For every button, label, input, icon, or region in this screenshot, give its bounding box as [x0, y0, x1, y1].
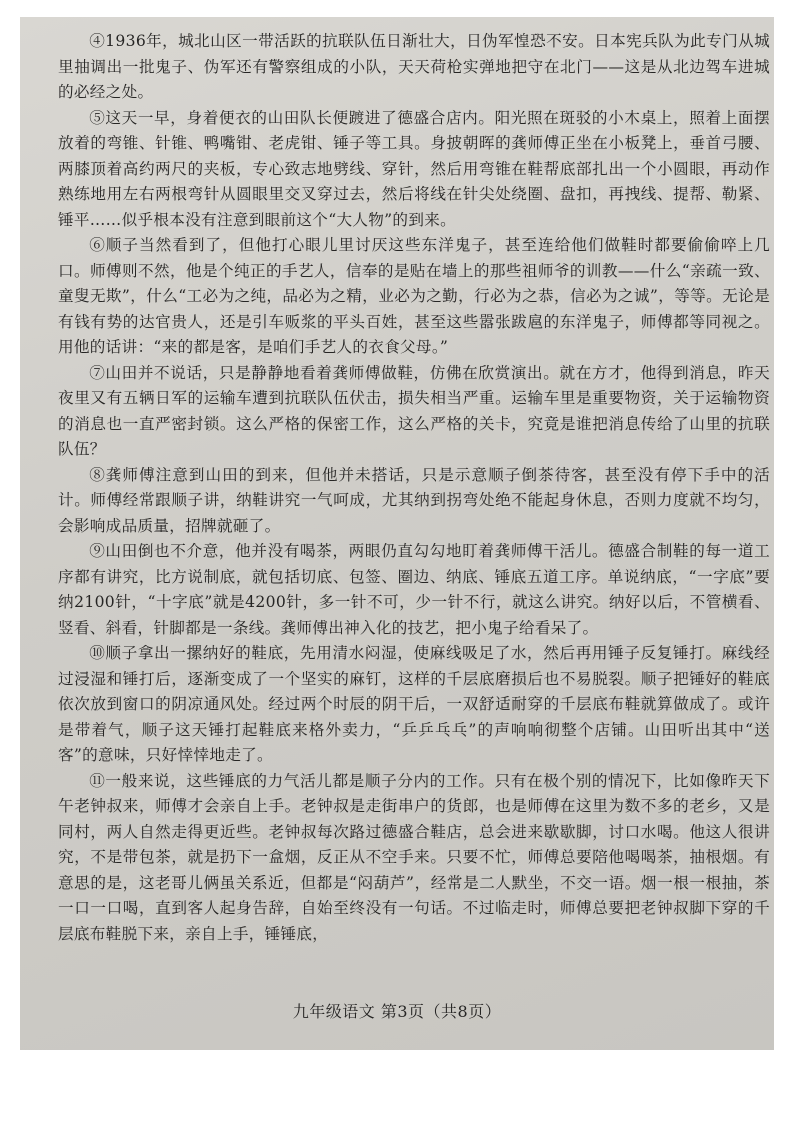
paragraph-9: ⑨山田倒也不介意，他并没有喝茶，两眼仍直勾勾地盯着龚师傅干活儿。德盛合制鞋的每一道工序都有讲究，比方说制底，就包括切底、包签、圈边、纳底、锤底五道工序。单说纳底，“一字底”要纳2100针，“十字底”就是4200针，多一针不可，少一针不行，就这么讲究。纳好以后，不管横看、竖看、斜看，针脚都是一条线。龚师傅出神入化的技艺，把小鬼子给看呆了。: [58, 542, 770, 637]
page-footer: 九年级语文 第3页（共8页）: [292, 1002, 502, 1021]
article-body: [58, 29, 770, 947]
paragraph-4: ④1936年，城北山区一带活跃的抗联队伍日渐壮大，日伪军惶恐不安。日本宪兵队为此专门从城里抽调出一批鬼子、伪军还有警察组成的小队，天天荷枪实弹地把守在北门——这是从北边驾车进城的必经之处。: [58, 32, 770, 101]
paragraph-7: ⑦山田并不说话，只是静静地看着龚师傅做鞋，仿佛在欣赏演出。就在方才，他得到消息，昨天夜里又有五辆日军的运输车遭到抗联队伍伏击，损失相当严重。运输车里是重要物资，关于运输物资的消息也一直严密封锁。这么严格的保密工作，这么严格的关卡，究竟是谁把消息传给了山里的抗联队伍？: [58, 363, 770, 458]
paragraph-6: ⑥顺子当然看到了，但他打心眼儿里讨厌这些东洋鬼子，甚至连给他们做鞋时都要偷偷啐上几口。师傅则不然，他是个纯正的手艺人，信奉的是贴在墙上的那些祖师爷的训教——什么“亲疏一致、童叟无欺”，什么“工必为之纯，品必为之精，业必为之勤，行必为之恭，信必为之诚”，等等。无论是有钱有势的达官贵人，还是引车贩浆的平头百姓，甚至这些嚣张跋扈的东洋鬼子，师傅都等同视之。用他的话讲：“来的都是客，是咱们手艺人的衣食父母。”: [58, 236, 770, 356]
paragraph-10: ⑩顺子拿出一摞纳好的鞋底，先用清水闷湿，使麻线吸足了水，然后再用锤子反复锤打。麻线经过浸湿和锤打后，逐渐变成了一个坚实的麻钉，这样的千层底磨损后也不易脱裂。顺子把锤好的鞋底依次放到窗口的阴凉通风处。经过两个时辰的阴干后，一双舒适耐穿的千层底布鞋就算做成了。或许是带着气，顺子这天锤打起鞋底来格外卖力，“乒乒乓乓”的声响响彻整个店铺。山田听出其中“送客”的意味，只好悻悻地走了。: [58, 644, 770, 764]
exam-page-photo: [20, 17, 774, 1050]
paragraph-5: ⑤这天一早，身着便衣的山田队长便踱进了德盛合店内。阳光照在斑驳的小木桌上，照着上面摆放着的弯锥、针锥、鸭嘴钳、老虎钳、锤子等工具。身披朝晖的龚师傅正坐在小板凳上，垂首弓腰、两膝顶着高约两尺的夹板，专心致志地劈线、穿针，然后用弯锥在鞋帮底部扎出一个小圆眼，再动作熟练地用左右两根弯针从圆眼里交叉穿过去，然后将线在针尖处绕圈、盘扣，再拽线、提帮、勒紧、锤平……似乎根本没有注意到眼前这个“大人物”的到来。: [58, 108, 770, 229]
paragraph-11: ⑪一般来说，这些锤底的力气活儿都是顺子分内的工作。只有在极个别的情况下，比如像昨天下午老钟叔来，师傅才会亲自上手。老钟叔是走街串户的货郎，也是师傅在这里为数不多的老乡，又是同村，两人自然走得更近些。老钟叔每次路过德盛合鞋店，总会进来歇歇脚，讨口水喝。他这人很讲究，不是带包茶，就是扔下一盒烟，反正从不空手来。只要不忙，师傅总要陪他喝喝茶，抽根烟。有意思的是，这老哥儿俩虽关系近，但都是“闷葫芦”，经常是二人默坐，不交一语。烟一根一根抽，茶一口一口喝，直到客人起身告辞，自始至终没有一句话。不过临走时，师傅总要把老钟叔脚下穿的千层底布鞋脱下来，亲自上手，锤锤底，: [58, 771, 770, 943]
paragraph-8: ⑧龚师傅注意到山田的到来，但他并未搭话，只是示意顺子倒茶待客，甚至没有停下手中的活计。师傅经常跟顺子讲，纳鞋讲究一气呵成，尤其纳到拐弯处绝不能起身休息，否则力度就不均匀，会影响成品质量，招牌就砸了。: [58, 465, 770, 535]
